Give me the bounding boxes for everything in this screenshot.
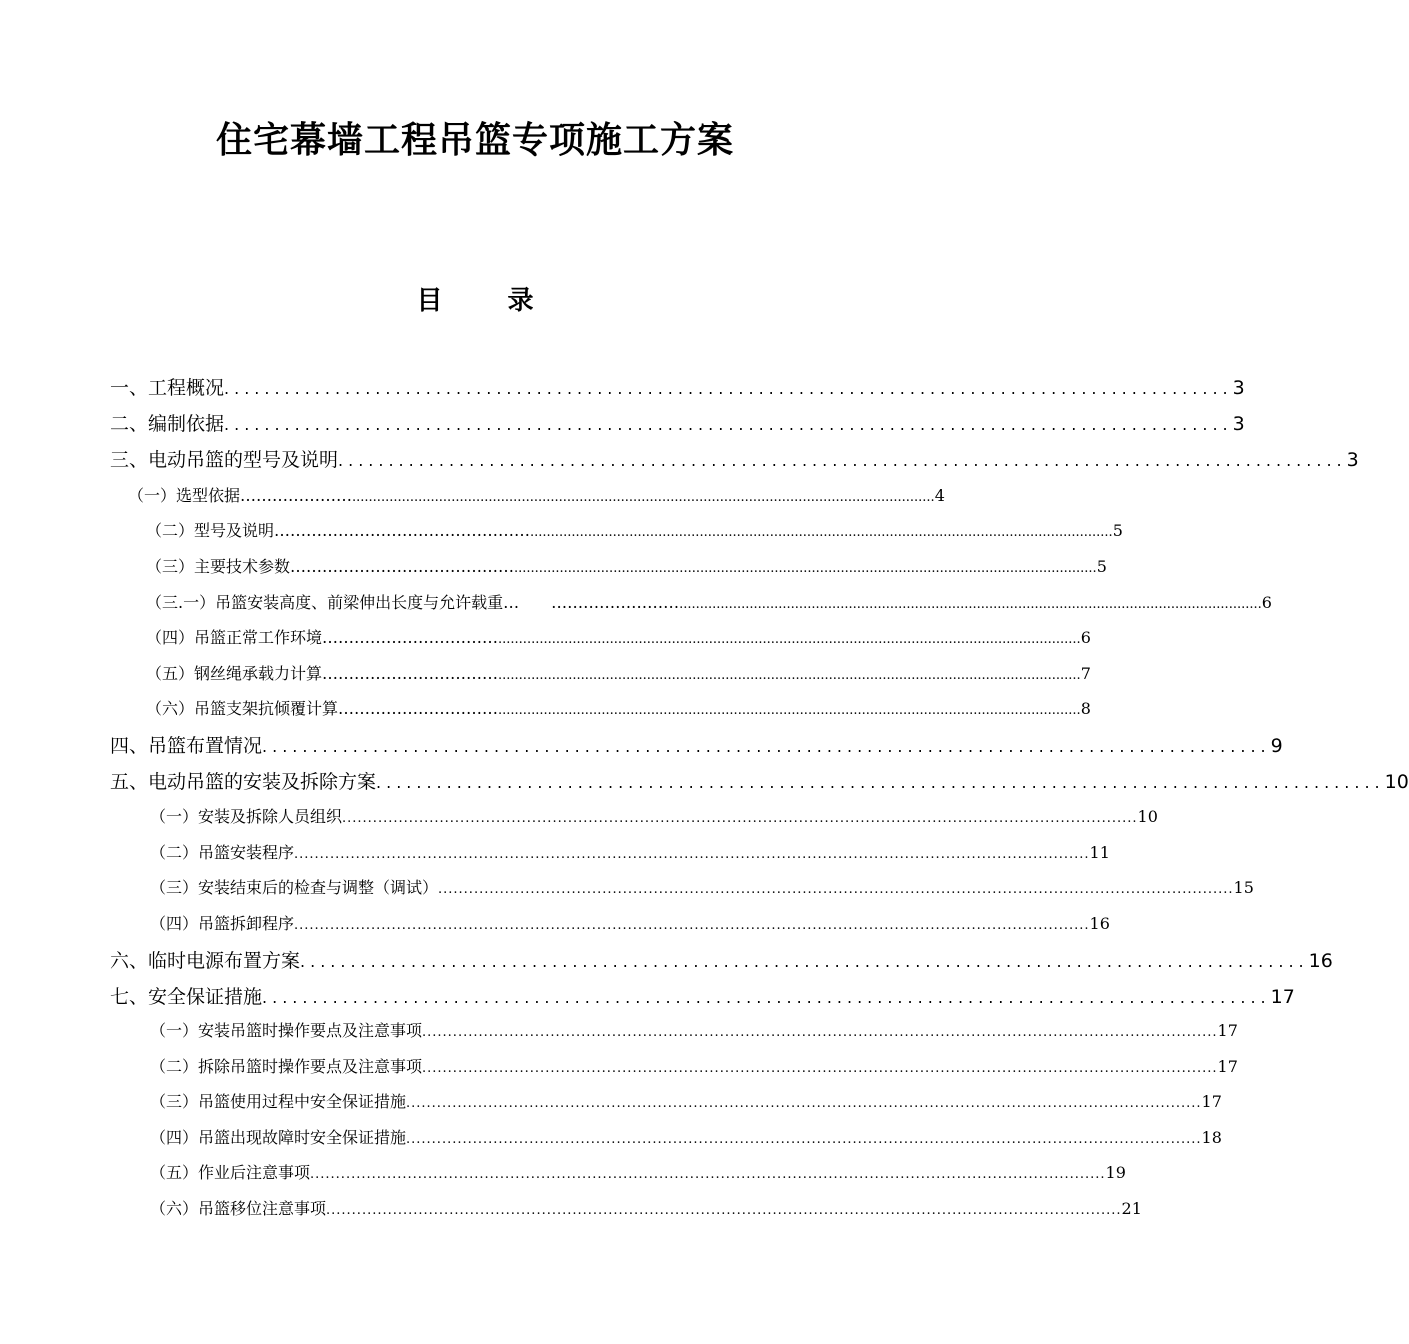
toc-leader: ........................................................................................................................................................... [438, 882, 1234, 897]
toc-leader: ............................................................................................................................................. [679, 597, 1262, 612]
toc-leader: ............................................................................................................................................. [514, 561, 1097, 576]
document-title: 住宅幕墙工程吊篮专项施工方案 [215, 120, 734, 161]
toc-entry-label: （四）吊篮正常工作环境…………………………… [146, 628, 499, 647]
toc-subentry[interactable] [150, 1054, 1238, 1076]
toc-leader: ............................................................................................................................................. [498, 703, 1081, 718]
toc-entry[interactable] [110, 373, 1245, 399]
toc-subentry[interactable] [146, 625, 1091, 647]
toc-entry-label: 六、临时电源布置方案 [110, 950, 301, 972]
toc-entry-label: （三）安装结束后的检查与调整（调试） [150, 878, 439, 897]
toc-entry-label: （五）钢丝绳承载力计算…………………………… [146, 664, 499, 683]
toc-entry-page: 21 [1121, 1199, 1142, 1218]
toc-entry[interactable] [110, 731, 1283, 757]
toc-leader: ........................................................................................................................................................... [406, 1096, 1202, 1111]
toc-leader: .................................................................................................... [224, 379, 1233, 398]
toc-entry-page: 4 [934, 486, 945, 505]
toc-entry-page: 3 [1346, 449, 1359, 471]
toc-leader: .................................................................................................... [300, 952, 1309, 971]
toc-entry-label: （一）安装吊篮时操作要点及注意事项 [150, 1021, 423, 1040]
toc-subentry[interactable] [150, 1018, 1238, 1040]
toc-entry-label: （五）作业后注意事项 [150, 1163, 311, 1182]
toc-entry-label: （三）吊篮使用过程中安全保证措施 [150, 1092, 407, 1111]
toc-subentry[interactable] [150, 1089, 1222, 1111]
toc-entry-page: 17 [1217, 1057, 1238, 1076]
toc-leader: .................................................................................................... [262, 737, 1271, 756]
toc-leader: ........................................................................................................................................................... [326, 1203, 1122, 1218]
toc-entry-label: 五、电动吊篮的安装及拆除方案 [110, 771, 377, 793]
toc-entry-page: 16 [1308, 950, 1333, 972]
toc-entry-page: 10 [1384, 771, 1409, 793]
toc-entry-label: 四、吊篮布置情况 [110, 735, 263, 757]
toc-entry-label: （三）主要技术参数…………………………………… [146, 557, 515, 576]
toc-entry-label: （四）吊篮拆卸程序 [150, 914, 295, 933]
toc-entry-label: （二）拆除吊篮时操作要点及注意事项 [150, 1057, 423, 1076]
toc-entry-label: （二）吊篮安装程序 [150, 843, 295, 862]
toc-entry[interactable] [110, 946, 1333, 972]
toc-leader: .................................................................................................... [376, 773, 1385, 792]
toc-entry-page: 17 [1217, 1021, 1238, 1040]
toc-leader: ............................................................................................................................................. [498, 668, 1081, 683]
toc-entry-label: 七、安全保证措施 [110, 986, 263, 1008]
toc-subentry[interactable] [150, 875, 1254, 897]
toc-subentry[interactable] [150, 1196, 1142, 1218]
toc-leader: ........................................................................................................................................................... [294, 918, 1090, 933]
toc-leader: .................................................................................................... [224, 415, 1233, 434]
toc-entry-label: 二、编制依据 [110, 413, 225, 435]
toc-subentry[interactable] [146, 518, 1123, 540]
toc-entry-page: 5 [1096, 557, 1107, 576]
toc-leader: .................................................................................................... [262, 988, 1271, 1007]
toc-entry-page: 6 [1080, 628, 1091, 647]
toc-entry-page: 8 [1080, 699, 1091, 718]
toc-entry-page: 17 [1201, 1092, 1222, 1111]
toc-entry-label: （一）安装及拆除人员组织 [150, 807, 343, 826]
toc-leader: ........................................................................................................................................................... [310, 1167, 1106, 1182]
toc-entry-page: 5 [1112, 521, 1123, 540]
toc-entry-page: 10 [1137, 807, 1158, 826]
toc-leader: ............................................................................................................................................. [352, 490, 935, 505]
toc-entry-page: 18 [1201, 1128, 1222, 1147]
toc-subentry[interactable] [146, 554, 1107, 576]
toc-entry[interactable] [110, 409, 1245, 435]
toc-leader: ............................................................................................................................................. [530, 525, 1113, 540]
toc-subentry[interactable] [146, 696, 1091, 718]
toc-subentry[interactable] [150, 804, 1158, 826]
toc-subentry[interactable] [146, 661, 1091, 683]
toc-subentry[interactable] [150, 911, 1110, 933]
toc-entry-label: （六）吊篮支架抗倾覆计算………………………… [146, 699, 499, 718]
toc-leader: ........................................................................................................................................................... [422, 1025, 1218, 1040]
toc-entry[interactable] [110, 767, 1409, 793]
toc-entry-page: 19 [1105, 1163, 1126, 1182]
toc-heading: 目 录 [416, 286, 562, 316]
toc-subentry[interactable] [146, 590, 1272, 612]
toc-entry[interactable] [110, 982, 1295, 1008]
toc-entry-page: 11 [1089, 843, 1110, 862]
toc-leader: ............................................................................................................................................. [498, 632, 1081, 647]
toc-entry[interactable] [110, 445, 1359, 471]
toc-entry-label: 三、电动吊篮的型号及说明 [110, 449, 339, 471]
toc-entry-page: 3 [1232, 413, 1245, 435]
toc-leader: ........................................................................................................................................................... [294, 847, 1090, 862]
toc-subentry[interactable] [150, 1160, 1126, 1182]
toc-entry-page: 9 [1270, 735, 1283, 757]
toc-leader: .................................................................................................... [338, 451, 1347, 470]
toc-entry-label: 一、工程概况 [110, 377, 225, 399]
toc-entry-label: （一）选型依据………………… [128, 486, 353, 505]
toc-entry-label: （四）吊篮出现故障时安全保证措施 [150, 1128, 407, 1147]
toc-entry-page: 3 [1232, 377, 1245, 399]
toc-leader: ........................................................................................................................................................... [342, 811, 1138, 826]
toc-entry-page: 6 [1261, 593, 1272, 612]
toc-subentry[interactable] [150, 840, 1110, 862]
toc-entry-label: （三.一）吊篮安装高度、前梁伸出长度与允许载重… …………………… [146, 593, 680, 612]
toc-subentry[interactable] [150, 1125, 1222, 1147]
toc-entry-page: 16 [1089, 914, 1110, 933]
toc-subentry[interactable] [128, 483, 945, 505]
toc-entry-page: 15 [1233, 878, 1254, 897]
toc-entry-page: 7 [1080, 664, 1091, 683]
toc-leader: ........................................................................................................................................................... [422, 1061, 1218, 1076]
toc-entry-label: （六）吊篮移位注意事项 [150, 1199, 327, 1218]
toc-leader: ........................................................................................................................................................... [406, 1132, 1202, 1147]
toc-entry-label: （二）型号及说明………………………………………… [146, 521, 531, 540]
toc-entry-page: 17 [1270, 986, 1295, 1008]
